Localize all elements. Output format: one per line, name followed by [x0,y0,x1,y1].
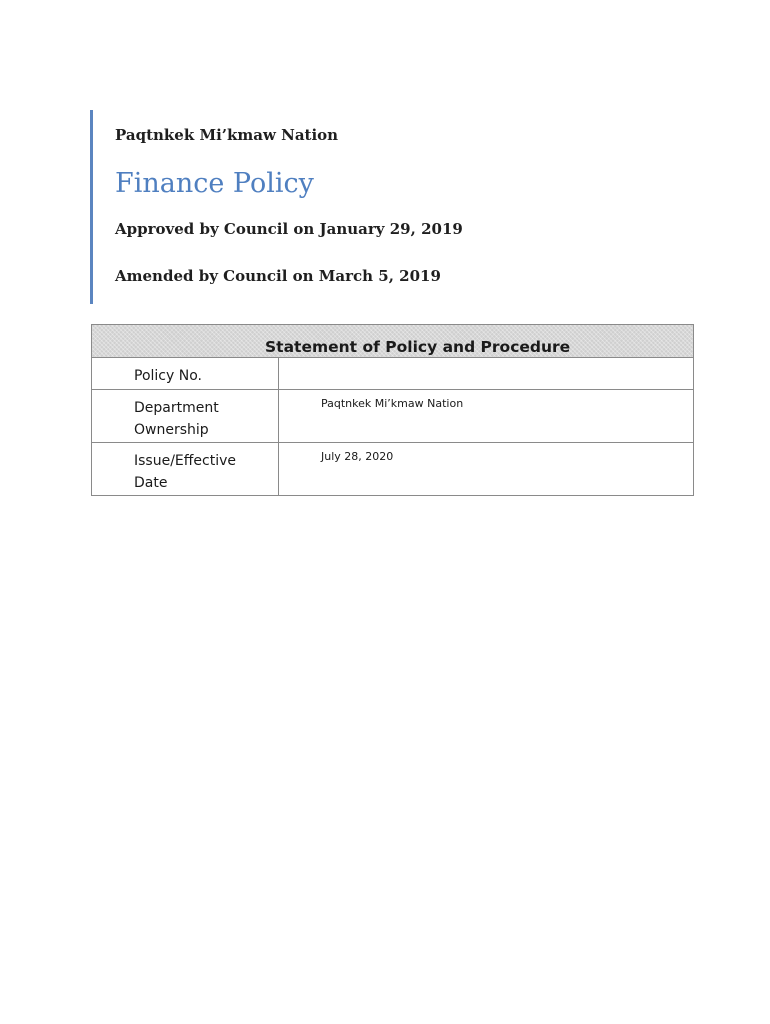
cover-accent-bar [90,110,93,304]
policy-no-label: Policy No. [92,358,279,389]
issue-effective-date-value: July 28, 2020 [321,450,394,463]
table-header-label: Statement of Policy and Procedure [265,338,571,356]
table-header [92,325,693,358]
table-row-department-ownership [92,390,693,443]
amendment-date-line: Amended by Council on March 5, 2019 [115,267,441,285]
issue-effective-date-label-line1: Issue/Effective [134,453,236,469]
department-ownership-label [92,390,279,442]
issue-effective-date-label-line2: Date [134,475,168,491]
table-row-issue-effective-date [92,443,693,495]
organization-name: Paqtnkek Mi’kmaw Nation [115,126,339,144]
department-ownership-label-line2: Ownership [134,422,209,438]
cover-block [115,122,675,289]
document-title: Finance Policy [115,168,314,199]
department-ownership-label-line1: Department [134,400,219,416]
department-ownership-value: Paqtnkek Mi’kmaw Nation [321,397,464,410]
issue-effective-date-label [92,443,279,495]
table-row-policy-no [92,358,693,390]
policy-statement-table [91,324,694,496]
policy-no-value [279,358,693,389]
approval-date-line: Approved by Council on January 29, 2019 [115,220,463,238]
